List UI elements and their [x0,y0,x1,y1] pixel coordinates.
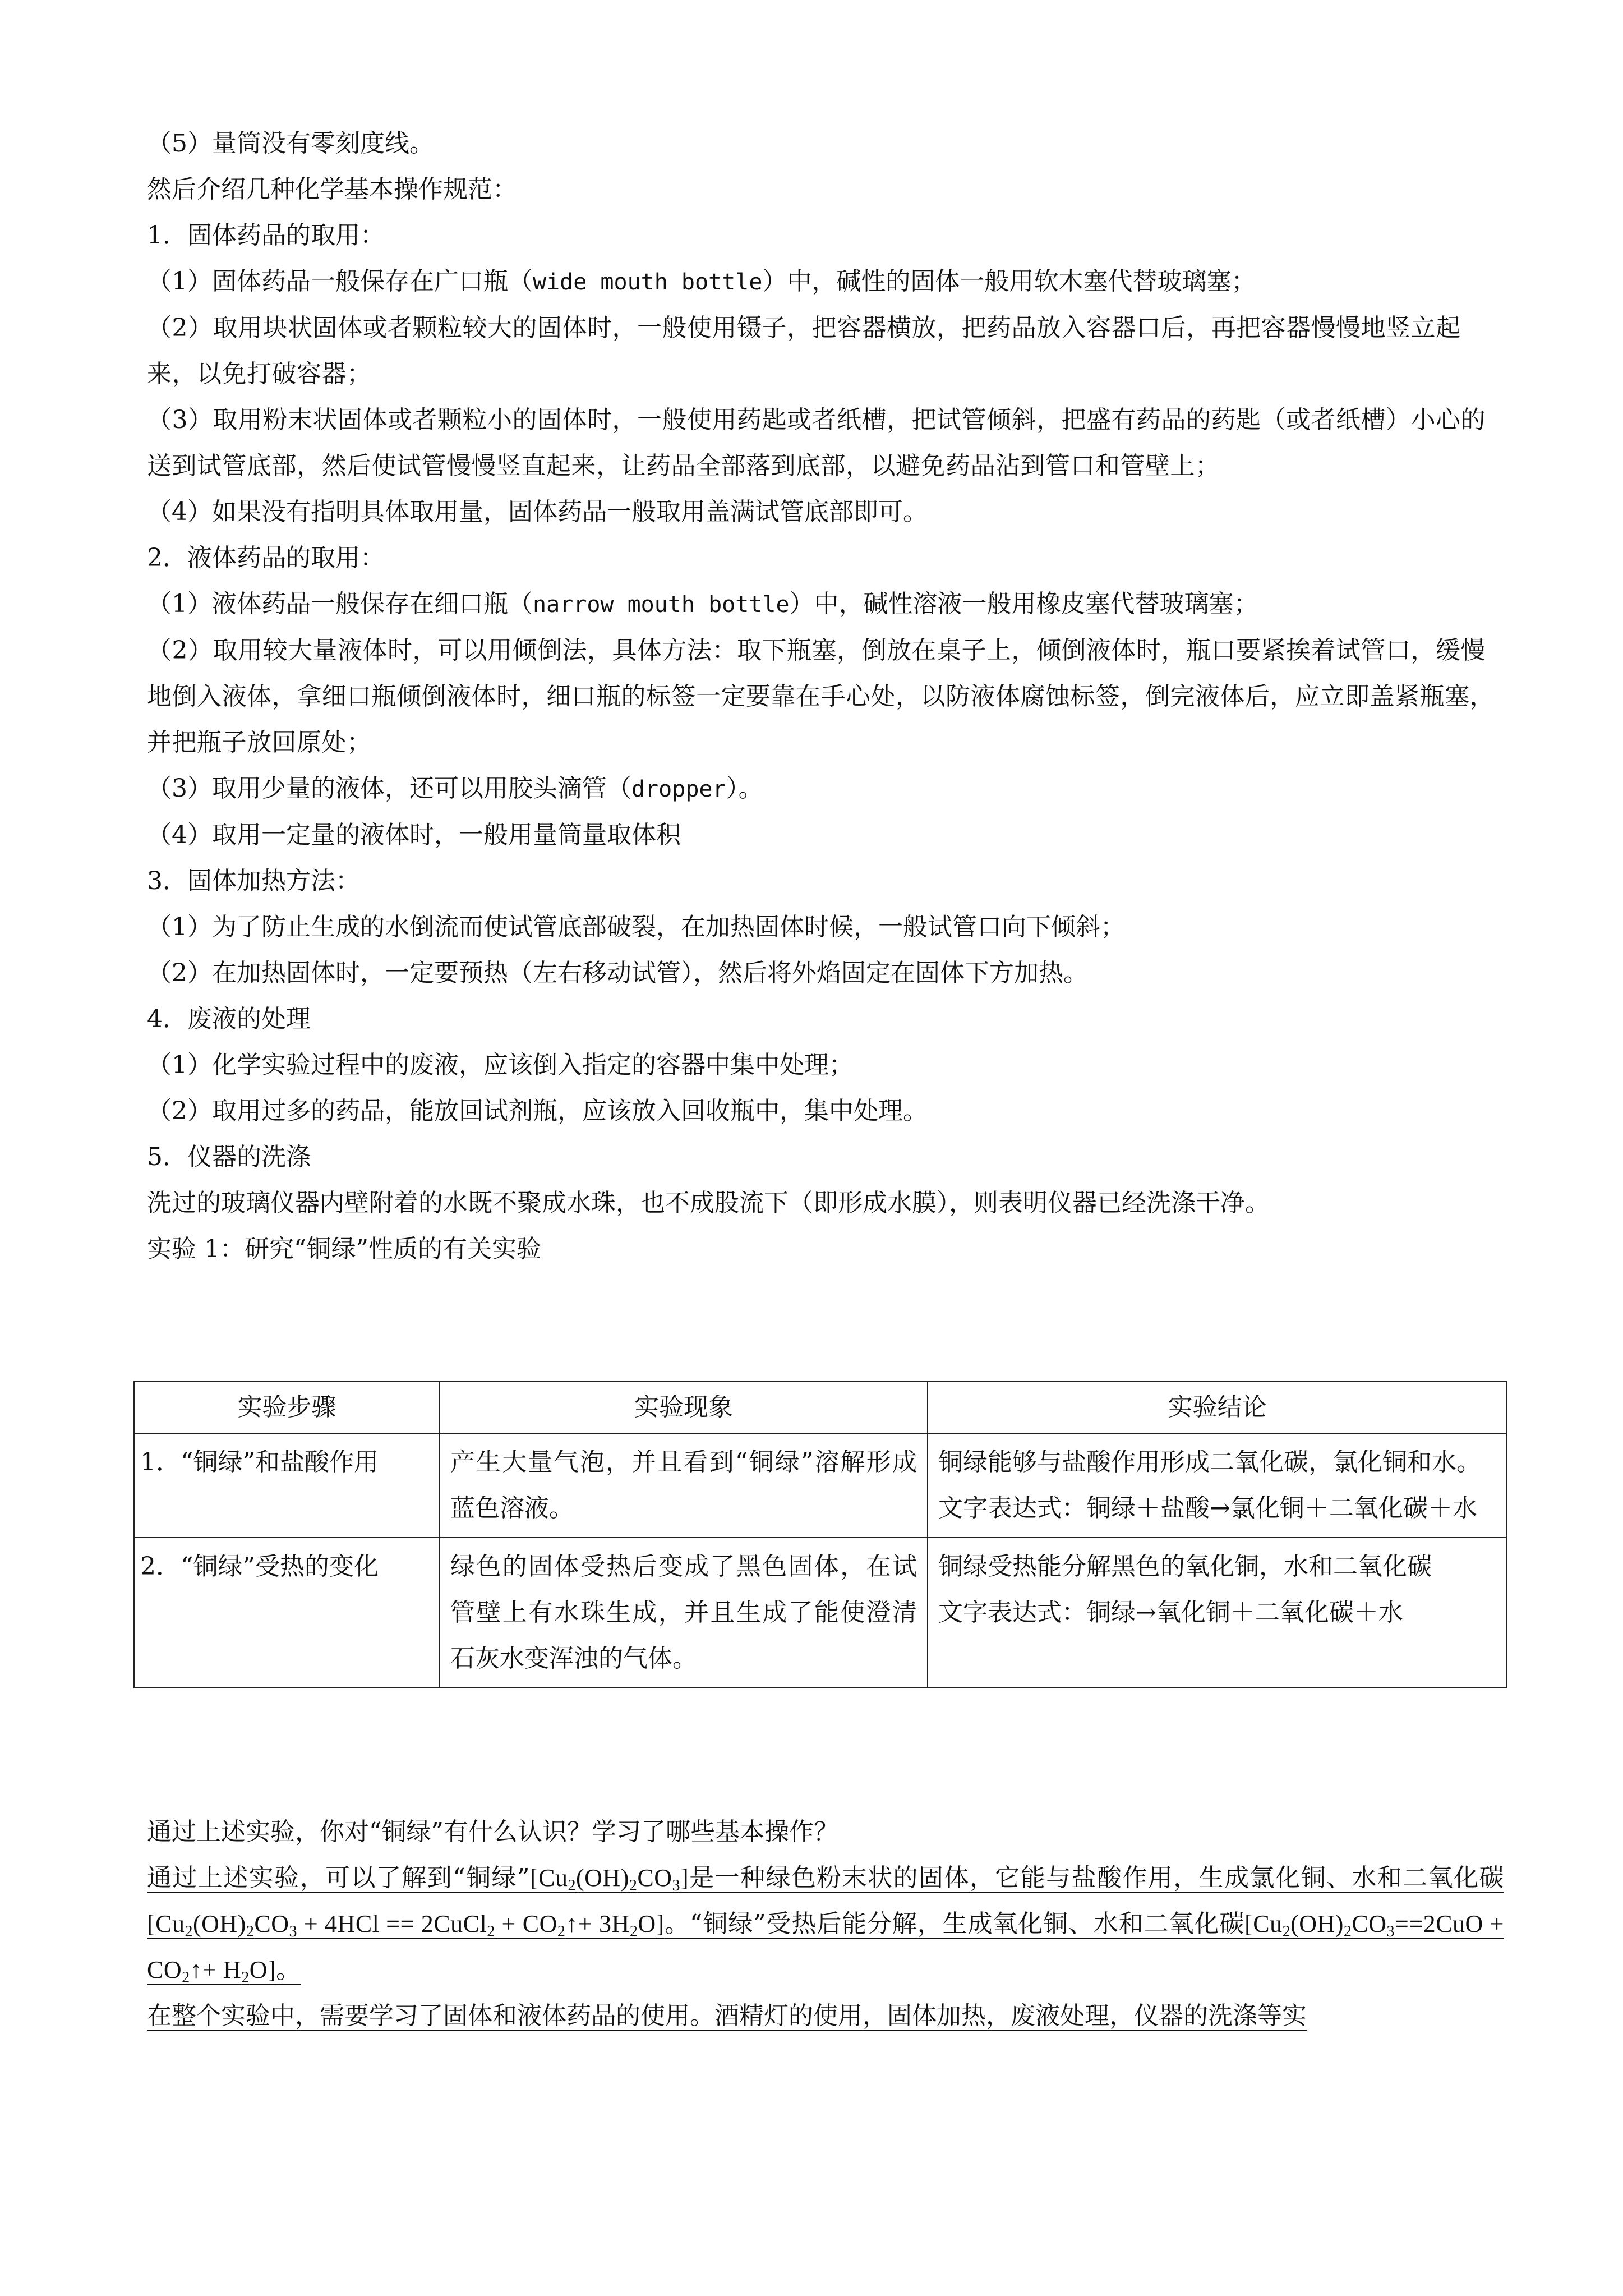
header-step: 实验步骤 [134,1382,440,1433]
liquid-taking-item-4: （4）取用一定量的液体时，一般用量筒量取体积 [147,821,681,849]
document-body [147,121,1504,1272]
section-heading-solid-taking: 1．固体药品的取用： [147,221,385,250]
text-segment: ）中，碱性的固体一般用软木塞代替玻璃塞； [762,267,1256,296]
english-term: narrow mouth bottle [533,592,790,618]
conclusion-cell [928,1538,1507,1688]
text-segment: 是一种绿色粉末状的固体，它能与盐酸作用，生成氯化铜、水和二氧化碳 [689,1864,1504,1892]
phenomenon-cell: 产生大量气泡，并且看到“铜绿”溶解形成蓝色溶液。 [440,1433,928,1538]
solid-taking-item-2: （2）取用块状固体或者颗粒较大的固体时，一般使用镊子，把容器横放，把药品放入容器口后，再把容器慢慢地竖立起来，以免打破容器； [147,314,1461,388]
solid-taking-item-1 [147,259,1504,305]
equation-decomposition: [$Cu_2(OH)_2CO_3==2CuO$ + $CO_2↑+ H_2O$] [147,1910,1504,1986]
conclusion-text: 铜绿受热能分解黑色的氧化铜，水和二氧化碳 [938,1552,1432,1581]
waste-item-2: （2）取用过多的药品，能放回试剂瓶，应该放入回收瓶中，集中处理。 [147,1097,928,1125]
waste-item-1: （1）化学实验过程中的废液，应该倒入指定的容器中集中处理； [147,1051,854,1079]
summary-question: 通过上述实验，你对“铜绿”有什么认识？学习了哪些基本操作？ [147,1818,838,1846]
experiment-title: 实验 1：研究“铜绿”性质的有关实验 [147,1235,541,1263]
header-conclusion: 实验结论 [928,1382,1507,1433]
cylinder-note: （5）量筒没有零刻度线。 [147,129,434,158]
solid-taking-item-3: （3）取用粉末状固体或者颗粒小的固体时，一般使用药匙或者纸槽，把试管倾斜，把盛有药品的药匙（或者纸槽）小心的送到试管底部，然后使试管慢慢竖直起来，让药品全部落到底部，以避免药品沾到管口和管壁上； [147,406,1486,480]
table-row [134,1433,1507,1538]
table-row [134,1538,1507,1688]
text-segment: （3）取用少量的液体，还可以用胶头滴管（ [147,774,631,803]
text-segment: 。“铜绿”受热后能分解，生成氧化铜、水和二氧化碳 [664,1910,1245,1938]
liquid-taking-item-2: （2）取用较大量液体时，可以用倾倒法，具体方法：取下瓶塞，倒放在桌子上，倾倒液体时，瓶口要紧挨着试管口，缓慢地倒入液体，拿细口瓶倾倒液体时，细口瓶的标签一定要靠在手心处，以防液体腐蚀标签，倒完液体后，应立即盖紧瓶塞，并把瓶子放回原处； [147,636,1495,757]
section-heading-waste: 4．废液的处理 [147,1005,311,1033]
text-segment: ）。 [726,774,763,803]
section-heading-washing: 5．仪器的洗涤 [147,1143,311,1171]
conclusion-cell [928,1433,1507,1538]
word-equation: 文字表达式：铜绿＋盐酸→氯化铜＋二氧化碳＋水 [938,1494,1477,1522]
text-segment: （1）液体药品一般保存在细口瓶（ [147,590,533,618]
liquid-taking-item-3 [147,766,1504,812]
solid-taking-item-4: （4）如果没有指明具体取用量，固体药品一般取用盖满试管底部即可。 [147,498,928,526]
text-segment: 通过上述实验，可以了解到“铜绿” [147,1864,530,1892]
summary-operations: 在整个实验中，需要学习了固体和液体药品的使用。酒精灯的使用，固体加热，废液处理，仪器的洗涤等实 [147,2001,1307,2030]
operations-lead: 然后介绍几种化学基本操作规范： [147,175,517,204]
solid-heating-item-2: （2）在加热固体时，一定要预热（左右移动试管），然后将外焰固定在固体下方加热。 [147,959,1088,987]
step-cell: 1．“铜绿”和盐酸作用 [134,1433,440,1538]
english-term: dropper [631,776,726,802]
english-term: wide mouth bottle [533,269,763,295]
equation-reaction-with-hcl: [$Cu_2(OH)_2CO_3 + 4HCl$ == 2CuCl$_2$ + $CO_2↑+ 3H_2O$] [147,1910,665,1940]
conclusion-text: 铜绿能够与盐酸作用形成二氧化碳，氯化铜和水。 [938,1448,1481,1476]
section-heading-liquid-taking: 2．液体药品的取用： [147,544,385,572]
section-heading-solid-heating: 3．固体加热方法： [147,867,360,895]
header-phenomenon: 实验现象 [440,1382,928,1433]
experiment-table [133,1381,1507,1688]
washing-item-1: 洗过的玻璃仪器内壁附着的水既不聚成水珠，也不成股流下（即形成水膜），则表明仪器已经洗涤干净。 [147,1189,1270,1217]
word-equation: 文字表达式：铜绿→氧化铜＋二氧化碳＋水 [938,1598,1403,1627]
text-segment: ）中，碱性溶液一般用橡皮塞代替玻璃塞； [789,590,1258,618]
solid-heating-item-1: （1）为了防止生成的水倒流而使试管底部破裂，在加热固体时候，一般试管口向下倾斜； [147,913,1125,941]
liquid-taking-item-1 [147,581,1504,628]
summary-answer [147,1855,1504,1993]
text-segment: 。 [276,1955,301,1984]
text-segment: （1）固体药品一般保存在广口瓶（ [147,267,533,296]
phenomenon-cell: 绿色的固体受热后变成了黑色固体，在试管壁上有水珠生成，并且生成了能使澄清石灰水变浑浊的气体。 [440,1538,928,1688]
formula-basic-copper-carbonate: $[Cu_2(OH)_2CO_3]$ [530,1864,689,1894]
table-header-row [134,1382,1507,1433]
step-cell: 2．“铜绿”受热的变化 [134,1538,440,1688]
summary-section [147,1809,1504,2039]
